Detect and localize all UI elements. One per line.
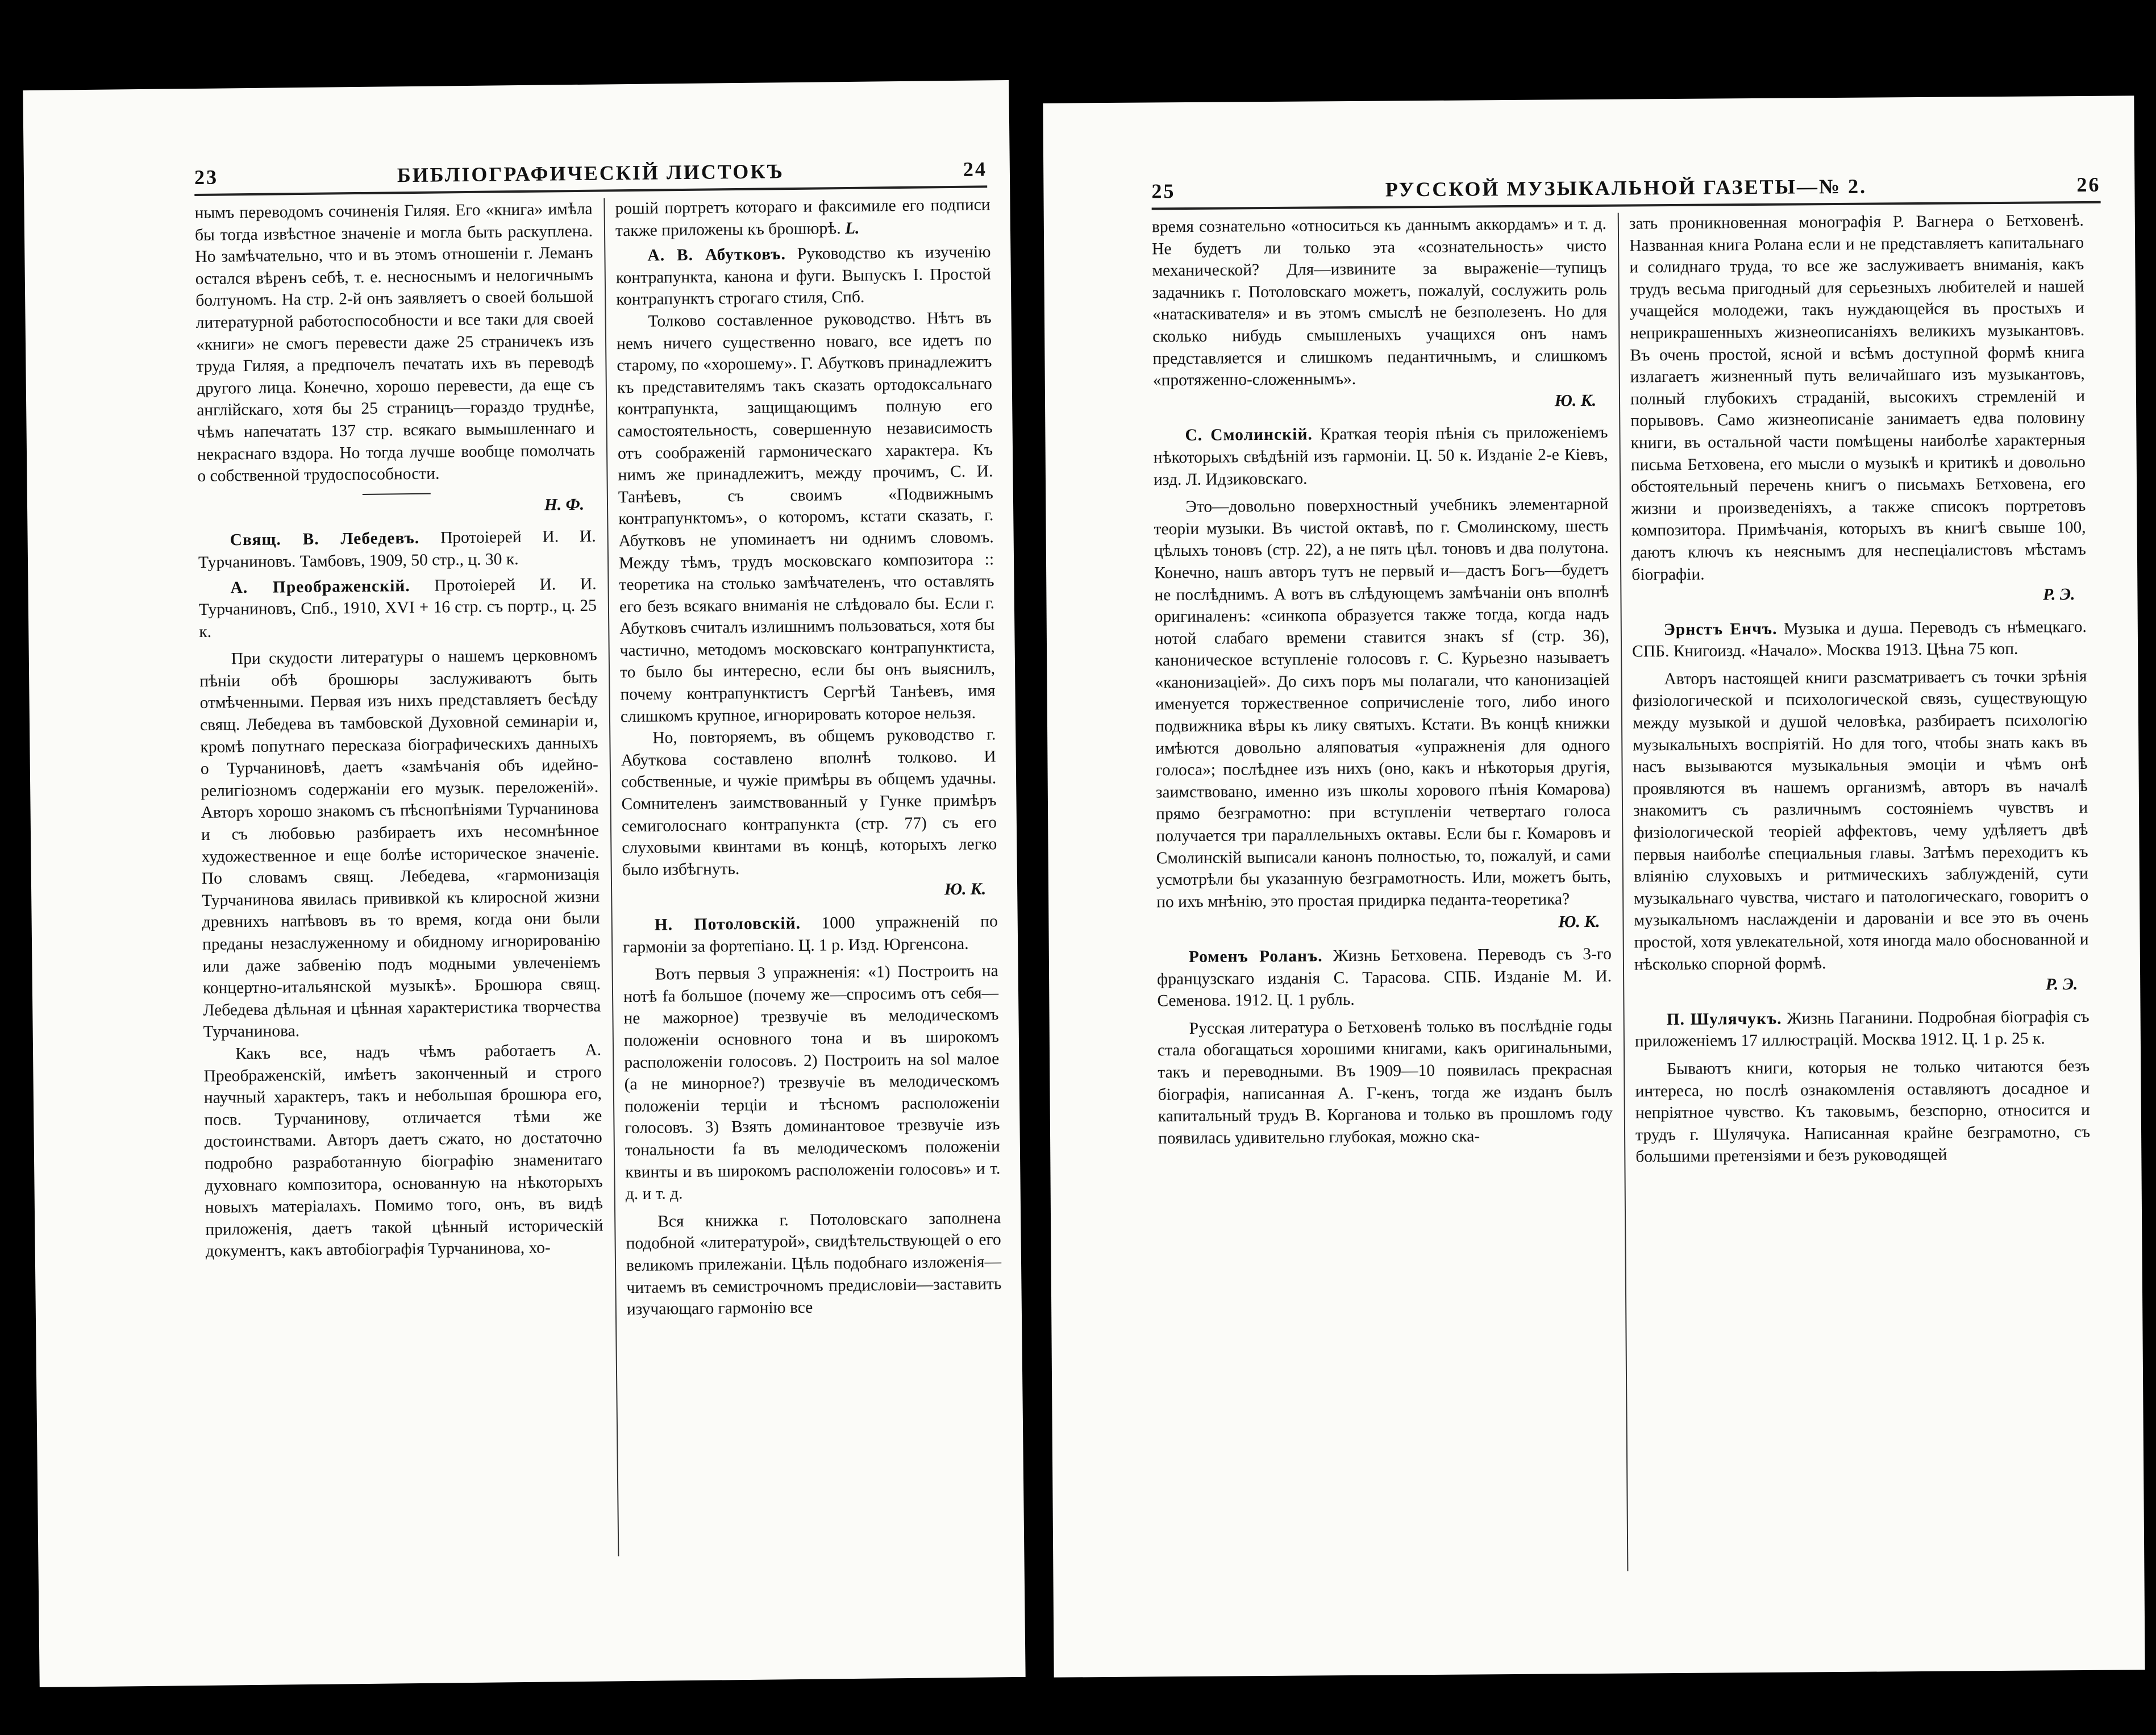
paragraph: нымъ переводомъ сочиненія Гиляя. Его «книга» имѣла бы тогда извѣстное значеніе и могла быть раскуплена. Но замѣчательно, что и въ этомъ отношеніи г. Леманъ остался вѣренъ себѣ, т. е. несноснымъ и нелогичнымъ болтуномъ. На стр. 2-й онъ заявляетъ о своей большой литературной работоспособности и все таки для своей «книги» не смогъ перевести даже 25 страничекъ изъ труда Гиляя, а предпочелъ печатать ихъ въ переводѣ другого лица. Конечно, хорошо перевести, да еще съ англійскаго, хотя бы 25 страницъ—гораздо труднѣе, чѣмъ напечатать 137 стр. всякаго вымышленнаго и некраснаго вздора. Но тогда лучше вообще помолчать о собственной трудоспособности. [194, 199, 596, 486]
page-header [1151, 167, 2100, 210]
signature: Н. Ф. [544, 495, 585, 514]
paragraph: зать проникновенная монографія Р. Вагнера о Бетховенѣ. Названная книга Ролана если и не представляетъ капитальнаго и солиднаго труда, то все же заслуживаетъ вниманія, какъ трудъ весьма пригодный для серьезныхъ любителей и нашей учащейся молодежи, такъ нуждающейся въ простыхъ и неприкрашенныхъ жизнеописаніяхъ великихъ музыкантовъ. Въ очень простой, ясной и всѣмъ доступной формѣ книга излагаетъ жизненный путь величайшаго изъ музыкантовъ, полный глубокихъ страданій, высокихъ стремленій и порывовъ. Само жизнеописаніе занимаетъ едва половину книги, въ остальной части помѣщены наиболѣе характерныя письма Бетховена, его мысли о музыкѣ и критикѣ и довольно обстоятельный перечень книгъ о письмахъ Бетховена, его жизни и произведеніяхъ, а также списокъ портретовъ композитора. Примѣчанія, которыхъ въ книгѣ свыше 100, даютъ ключъ къ неяснымъ для неспеціалистовъ мѣстамъ біографіи. [1629, 211, 2086, 584]
entry-title: Протоіерей И. И. Турчаниновъ, Спб., 1910, XVI + 16 стр. съ портр., ц. 25 к. [198, 575, 597, 641]
review-entry [198, 526, 596, 574]
entry-author: Роменъ Роланъ. [1188, 947, 1323, 966]
paragraph: При скудости литературы о нашемъ церковномъ пѣніи обѣ брошюры заслуживаютъ быть отмѣченными. Первая изъ нихъ представляетъ бесѣду свящ. Лебедева въ тамбовской Духовной семинаріи и, кромѣ попутнаго пересказа біографическихъ данныхъ о Турчаниновѣ, даетъ «замѣчанія объ идейно-религіозномъ содержаніи его музык. переложеній». Авторъ хорошо знакомъ съ пѣснопѣніями Турчанинова и съ любовью разбираетъ ихъ несомнѣнное художественное и еще болѣе историческое значеніе. По словамъ свящ. Лебедева, «гармонизація Турчанинова явилась прививкой къ клиросной жизни древнихъ напѣвовъ въ то время, когда они были преданы незаслуженному и обидному игнорированію или даже забвенію подъ модными увлеченіемъ концертно-итальянской музыкѣ». Брошюра свящ. Лебедева дѣльная и цѣнная характеристика творчества Турчанинова. [199, 646, 601, 1042]
review-entry [1157, 943, 1612, 1012]
paragraph [615, 194, 990, 242]
entry-title: Протоіерей И. И. Турчаниновъ. Тамбовъ, 1909, 50 стр., ц. 30 к. [198, 527, 596, 572]
entry-title: Жизнь Бетховена. Переводъ съ 3-го французскаго изданія С. Тарасова. СПБ. Изданіе М. И. Семенова. 1912. Ц. 1 рубль. [1157, 945, 1612, 1010]
entry-title: 1000 упражненій по гармоніи за фортепіано. Ц. 1 р. Изд. Юргенсона. [623, 912, 998, 956]
review-entry [1632, 616, 2087, 663]
review-entry [1635, 1006, 2090, 1053]
signature: Ю. К. [1558, 913, 1600, 931]
signature: Ю. К. [944, 880, 987, 899]
column-2 [615, 194, 1002, 1320]
paragraph: Бываютъ книги, которыя не только читаются безъ интереса, но послѣ ознакомленія оставляютъ досадное и непріятное чувство. Къ таковымъ, безспорно, относится и трудъ г. Шулячука. Написанная крайне безграмотно, съ большими претензіями и безъ руководящей [1635, 1056, 2091, 1166]
review-entry [198, 573, 597, 643]
right-page [1043, 95, 2145, 1677]
signature: L. [844, 219, 860, 238]
column-3 [1152, 213, 1613, 1150]
page-header [194, 151, 988, 196]
entry-author: А. В. Абутковъ. [647, 245, 786, 265]
paragraph: Но, повторяемъ, въ общемъ руководство г. Абуткова составлено вполнѣ толково. И собственные, и чужіе примѣры въ общемъ удачны. Сомнителенъ заимствованный у Гунке примѣръ семиголоснаго контрапункта (стр. 77) съ его слуховыми квинтами въ концѣ, которыхъ легко было избѣгнуть. [621, 725, 997, 880]
entry-author: Эрнстъ Енчъ. [1663, 619, 1778, 639]
paragraph-text: рошій портретъ котораго и факсимиле его подписи также приложены къ брошюрѣ. [615, 195, 990, 240]
signature: Р. Э. [2042, 585, 2075, 604]
running-title: БИБЛІОГРАФИЧЕСКІЙ ЛИСТОКЪ [397, 160, 785, 187]
left-page [23, 80, 1025, 1687]
entry-title: Жизнь Паганини. Подробная біографія съ приложеніемъ 17 иллюстрацій. Москва 1912. Ц. 1 р. 25 к. [1634, 1007, 2090, 1051]
page-number: 23 [194, 165, 219, 189]
separator-rule [363, 493, 431, 494]
paragraph: Это—довольно поверхностный учебникъ элементарной теоріи музыки. Въ чистой октавѣ, по г. Смолинскому, шесть цѣлыхъ тоновъ (стр. 22), а не пять цѣл. тоновъ и два полутона. Конечно, нашъ авторъ тутъ не первый и—дастъ Богъ—будетъ не послѣднимъ. А вотъ въ слѣдующемъ замѣчаніи онъ вполнѣ оригиналенъ: «синкопа образуется также тогда, когда надъ нотой слабаго времени ставится знакъ sf (стр. 36), каноническое вступленіе голосовъ г. С. Курьезно называетъ «канонизаціей». До сихъ поръ мы полагали, что канонизаціей именуется торжественное сопричисленіе того, либо иного подвижника вѣры къ лику святыхъ. Кстати. Въ концѣ книжки имѣются довольно аляповатыя «упражненія для одного голоса»; послѣднее изъ нихъ (оно, какъ и нѣкоторыя другія, заимствовано, именно изъ школы хорового пѣнія Комарова) прямо безграмотно: при вступленіи четвертаго голоса получается три параллельныхъ октавы. Если бы г. Комаровъ и Смолинскій выписали канонъ полностью, то, пожалуй, и сами усмотрѣли бы указанную безграмотность. Или, можетъ быть, по ихъ мнѣнію, это простая придирка педанта-теоретика? [1154, 494, 1611, 912]
signature: Ю. К. [1554, 391, 1597, 410]
column-4 [1629, 210, 2091, 1168]
paragraph: Толково составленное руководство. Нѣтъ въ немъ ничего существенно новаго, все идетъ по старому, по «хорошему». Г. Абутковъ принадлежитъ къ представителямъ такъ сказать ортодоксальнаго контрапункта, защищающимъ полную его самостоятельность, совершенную независимость отъ соображеній гармоническаго характера. Къ нимъ же принадлежитъ, между прочимъ, С. И. Танѣевъ, съ своимъ «Подвижнымъ контрапунктомъ», о которомъ, кстати сказать, г. Абутковъ не упоминаетъ ни однимъ словомъ. Между тѣмъ, трудъ московскаго композитора :: теоретика на столько замѣчателенъ, что оставлять его безъ всякаго вниманія не слѣдовало бы. Если г. Абутковъ считалъ излишнимъ пользоваться, хотя бы частично, методомъ московскаго контрапунктиста, то было бы интересно, если бы онъ выяснилъ, почему контрапунктистъ Сергѣй Танѣевъ, имя слишкомъ крупное, игнорировать которое нельзя. [616, 309, 996, 726]
paragraph: Русская литература о Бетховенѣ только въ послѣдніе годы стала обогащаться хорошими книгами, какъ оригинальными, такъ и переводными. Въ 1909—10 появилась прекрасная біографія, написанная А. Г-кенъ, тогда же изданъ былъ капитальный трудъ В. Корганова и только въ прошломъ году появилась удивительно глубокая, можно ска- [1157, 1016, 1613, 1148]
entry-title: Руководство къ изученію контрапункта, канона и фуги. Выпускъ I. Простой контрапунктъ строгаго стиля, Спб. [615, 243, 991, 309]
column-1 [194, 198, 603, 1263]
entry-author: А. Преображенскій. [230, 576, 410, 597]
entry-author: Н. Потоловскій. [654, 914, 801, 934]
page-number: 24 [963, 157, 988, 181]
column-divider [1618, 213, 1629, 1571]
page-number: 25 [1151, 180, 1176, 203]
paragraph: Какъ все, надъ чѣмъ работаетъ А. Преображенскій, имѣетъ законченный и строго научный характеръ, такъ и небольшая брошюра его, посв. Турчанинову, отличается тѣми же достоинствами. Авторъ даетъ сжато, но достаточно подробно разработанную біографію знаменитаго духовнаго композитора, основанную на нѣкоторыхъ новыхъ матеріалахъ. Помимо того, онъ, въ видѣ приложенія, даетъ такой цѣнный историческій документъ, какъ автобіографія Турчанинова, хо- [203, 1041, 603, 1261]
paragraph: Вотъ первыя 3 упражненія: «1) Построить на нотѣ fa большое (почему же—спросимъ отъ себя—не мажорное) трезвучіе въ мелодическомъ положеніи основного тона и въ широкомъ расположеніи голосовъ. 2) Построить на sol малое (а не минорное?) трезвучіе въ мелодическомъ положеніи терціи и тѣсномъ расположеніи голосовъ. 3) Взять доминантовое трезвучіе изъ тональности fa въ мелодическомъ положеніи квинты и въ широкомъ расположеніи голосовъ» и т. д. и т. д. [623, 962, 1001, 1204]
signature: Р. Э. [2045, 975, 2078, 994]
entry-author: П. Шулячукъ. [1666, 1009, 1782, 1029]
review-entry [1153, 422, 1608, 490]
review-entry [623, 910, 998, 958]
entry-author: Свящ. В. Лебедевъ. [230, 529, 420, 550]
entry-title: Музыка и душа. Переводъ съ нѣмецкаго. СПБ. Книгоизд. «Начало». Москва 1913. Цѣна 75 коп. [1632, 617, 2087, 661]
entry-author: С. Смолинскій. [1185, 425, 1313, 445]
paragraph: время сознательно «относиться къ даннымъ аккордамъ» и т. д. Не будетъ ли только эта «сознательность» чисто механической? Для—извините за выраженіе—тупицъ задачникъ г. Потоловскаго можетъ, пожалуй, сослужить роль «натаскивателя» и въ этомъ смыслѣ не безполезенъ. Но для сколько нибудь смышленыхъ учащихся онъ намъ представляется и слишкомъ педантичнымъ, и слишкомъ «протяженно-сложеннымъ». [1151, 214, 1608, 390]
paragraph: Авторъ настоящей книги разсматриваетъ съ точки зрѣнія физіологической и психологической связь, существующую между музыкой и душой человѣка, разбираетъ психологію музыкальныхъ воспріятій. Но для того, чтобы знать какъ въ насъ вызываются музыкальныя эмоціи и чѣмъ онѣ проявляются въ нашемъ организмѣ, авторъ въ началѣ знакомитъ съ различнымъ состояніемъ чувствъ и физіологической теоріей аффектовъ, чему удѣляетъ двѣ первыя наиболѣе специальныя главы. Затѣмъ переходитъ къ вліянію слуховыхъ и ритмическихъ заблужденій, сути музыкальнаго чувства, чистаго и патологическаго, говоритъ о музыкальномъ наслажденіи и дарованіи и все это въ очень простой, хотя увлекательной, хотя иногда мало обоснованной и нѣсколько спорной формѣ. [1632, 667, 2089, 974]
review-entry [615, 242, 991, 311]
running-title: РУССКОЙ МУЗЫКАЛЬНОЙ ГАЗЕТЫ—№ 2. [1385, 174, 1867, 201]
paragraph: Вся книжка г. Потоловскаго заполнена подобной «литературой», свидѣтельствующей о его великомъ прилежаніи. Цѣль подобнаго изложенія—читаемъ въ семистрочномъ предисловіи—заставить изучающаго гармонію все [626, 1208, 1002, 1319]
page-number: 26 [2076, 173, 2101, 197]
entry-title: Краткая теорія пѣнія съ приложеніемъ нѣкоторыхъ свѣдѣній изъ гармоніи. Ц. 50 к. Изданіе 2-е Кіевъ, изд. Л. Идзиковскаго. [1153, 423, 1608, 489]
